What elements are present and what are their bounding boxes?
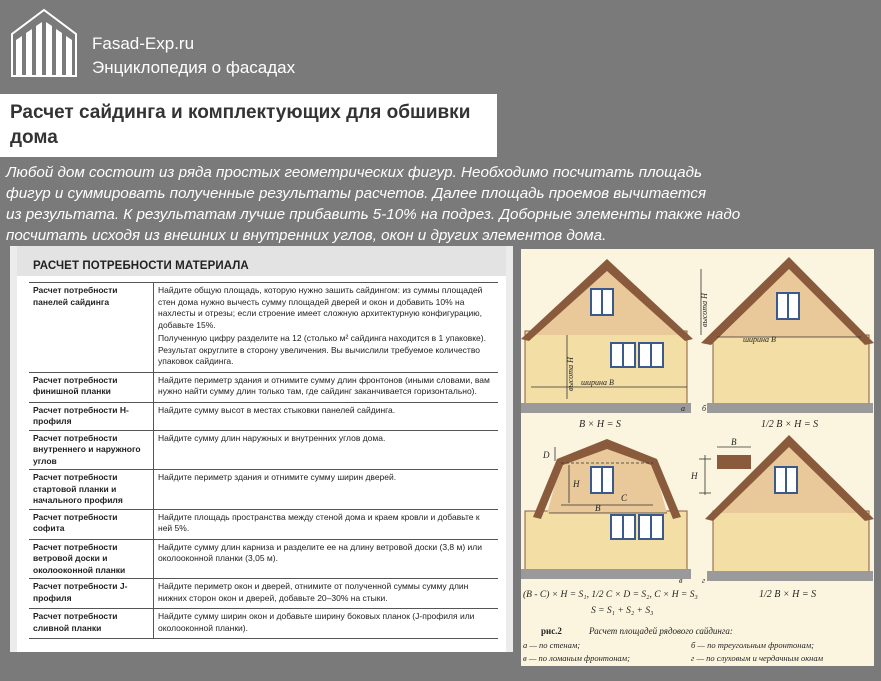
intro-line: фигур и суммировать полученные результаты расчетов. Далее площадь проемов вычитается	[6, 185, 707, 202]
label-d: D	[543, 450, 550, 460]
table-row	[29, 430, 498, 470]
label-b: б	[702, 404, 707, 413]
label-h-g: H	[691, 471, 698, 481]
materials-table-card	[17, 246, 506, 652]
page-title: Расчет сайдинга и комплектующих для обшивки дома	[10, 102, 471, 148]
row-description	[154, 609, 499, 639]
caption-line: б — по треугольным фронтонам;	[691, 640, 814, 650]
row-text: Найдите сумму длин карниза и разделите ее на длину ветровой доски (3,8 м) или околооконной планки (3,05 м).	[158, 541, 483, 563]
caption-title: рис.2	[541, 626, 562, 636]
table-row	[29, 509, 498, 539]
row-text: Найдите общую площадь, которую нужно зашить сайдингом: из суммы площадей стен дома нужно вычесть сумму площадей дверей и окон и добавить 10% на нахлесты и отрезы; если строение имеет сложную архитектурную конфигурацию, добавьте 15%.	[158, 285, 483, 330]
intro-line: из результата. К результатам лучше прибавить 5-10% на подрез. Доборные элементы также надо	[6, 206, 741, 223]
table-row	[29, 402, 498, 430]
row-description	[154, 402, 499, 430]
label-h: H	[573, 479, 580, 489]
row-item: Расчет потребности стартовой планки и начального профиля	[29, 470, 154, 510]
house-v	[521, 439, 691, 585]
row-description	[154, 470, 499, 510]
row-item: Расчет потребности J-профиля	[29, 579, 154, 609]
label-height: высота Н	[566, 357, 575, 391]
site-tagline: Энциклопедия о фасадах	[92, 58, 296, 77]
site-header	[0, 0, 881, 92]
label-b-g: B	[731, 437, 737, 447]
materials-table	[29, 282, 498, 639]
row-text: Найдите периметр здания и отнимите сумму ширин дверей.	[158, 472, 397, 482]
caption-text: Расчет площадей рядового сайдинга:	[589, 626, 733, 636]
caption-line: а — по стенам;	[523, 640, 581, 650]
materials-table-panel	[10, 246, 513, 652]
row-item: Расчет потребности Н-профиля	[29, 402, 154, 430]
label-width-b: ширина В	[743, 335, 776, 344]
row-item: Расчет потребности ветровой доски и околооконной планки	[29, 539, 154, 579]
intro-line: посчитать исходя из внешних и внутренних углов, окон и других элементов дома.	[6, 227, 607, 244]
row-item: Расчет потребности внутреннего и наружного углов	[29, 430, 154, 470]
formula-v: (B - C) × H = S₁, 1/2 C × D = S₂, C × H = S₃	[523, 590, 698, 600]
label-height-b: высота Н	[700, 293, 709, 327]
row-description	[154, 579, 499, 609]
site-name[interactable]: Fasad-Exp.ru	[92, 34, 195, 53]
label-g: г	[702, 576, 706, 585]
house-g	[690, 435, 874, 585]
table-row	[29, 539, 498, 579]
intro-text	[6, 162, 806, 246]
row-text: Найдите сумму высот в местах стыковки панелей сайдинга.	[158, 404, 396, 415]
row-description	[154, 372, 499, 402]
label-v: в	[679, 576, 683, 585]
house-b	[700, 257, 874, 413]
row-text: Найдите периметр окон и дверей, отнимите от полученной суммы сумму длин нижних сторон окон и дверей, добавьте 20–30% на стыки.	[158, 581, 469, 603]
house-diagrams	[521, 249, 874, 666]
house-a	[521, 259, 693, 413]
title-box	[0, 94, 497, 157]
row-description	[154, 430, 499, 470]
row-item: Расчет потребности софита	[29, 509, 154, 539]
intro-line: Любой дом состоит из ряда простых геометрических фигур. Необходимо посчитать площадь	[6, 164, 703, 181]
table-row	[29, 283, 498, 373]
table-row	[29, 372, 498, 402]
table-row	[29, 609, 498, 639]
row-text: Найдите периметр здания и отнимите сумму длин фронтонов (иными словами, вам нужно найти сумму длин только там, где сайдинг заканчивается горизонтально).	[158, 374, 490, 396]
row-text: Найдите сумму длин наружных и внутренних углов дома.	[158, 432, 386, 443]
row-item: Расчет потребности панелей сайдинга	[29, 283, 154, 373]
row-description	[154, 283, 499, 373]
formula-a: B × H = S	[579, 419, 621, 430]
caption-line: в — по ломаным фронтонам;	[523, 653, 630, 663]
table-row	[29, 579, 498, 609]
row-text: Найдите сумму ширин окон и добавьте ширину боковых планок (J-профиля или околооконной планки).	[158, 611, 475, 633]
row-item: Расчет потребности финишной планки	[29, 372, 154, 402]
table-heading: РАСЧЕТ ПОТРЕБНОСТИ МАТЕРИАЛА	[17, 246, 506, 276]
row-text: Найдите площадь пространства между стеной дома и краем кровли и добавьте к ней 5%.	[158, 511, 480, 533]
label-width: ширина В	[581, 378, 614, 387]
table-row	[29, 470, 498, 510]
caption-line: г — по слуховым и чердачным окнам	[691, 653, 824, 663]
formula-v-sum: S = S₁ + S₂ + S₃	[591, 606, 654, 616]
siding-figure	[521, 249, 874, 666]
row-item: Расчет потребности сливной планки	[29, 609, 154, 639]
row-description	[154, 509, 499, 539]
building-columns-icon	[8, 6, 80, 78]
label-b-v: B	[595, 503, 601, 513]
row-text: Полученную цифру разделите на 12 (столько м² сайдинга находится в 1 упаковке). Результат округлите в сторону увеличения. Вы вычислили требуемое количество упаковок сайдинга.	[158, 333, 486, 366]
row-description	[154, 539, 499, 579]
label-c: C	[621, 493, 628, 503]
formula-b: 1/2 B × H = S	[761, 419, 819, 430]
formula-g: 1/2 B × H = S	[759, 589, 817, 600]
label-a: а	[681, 404, 685, 413]
